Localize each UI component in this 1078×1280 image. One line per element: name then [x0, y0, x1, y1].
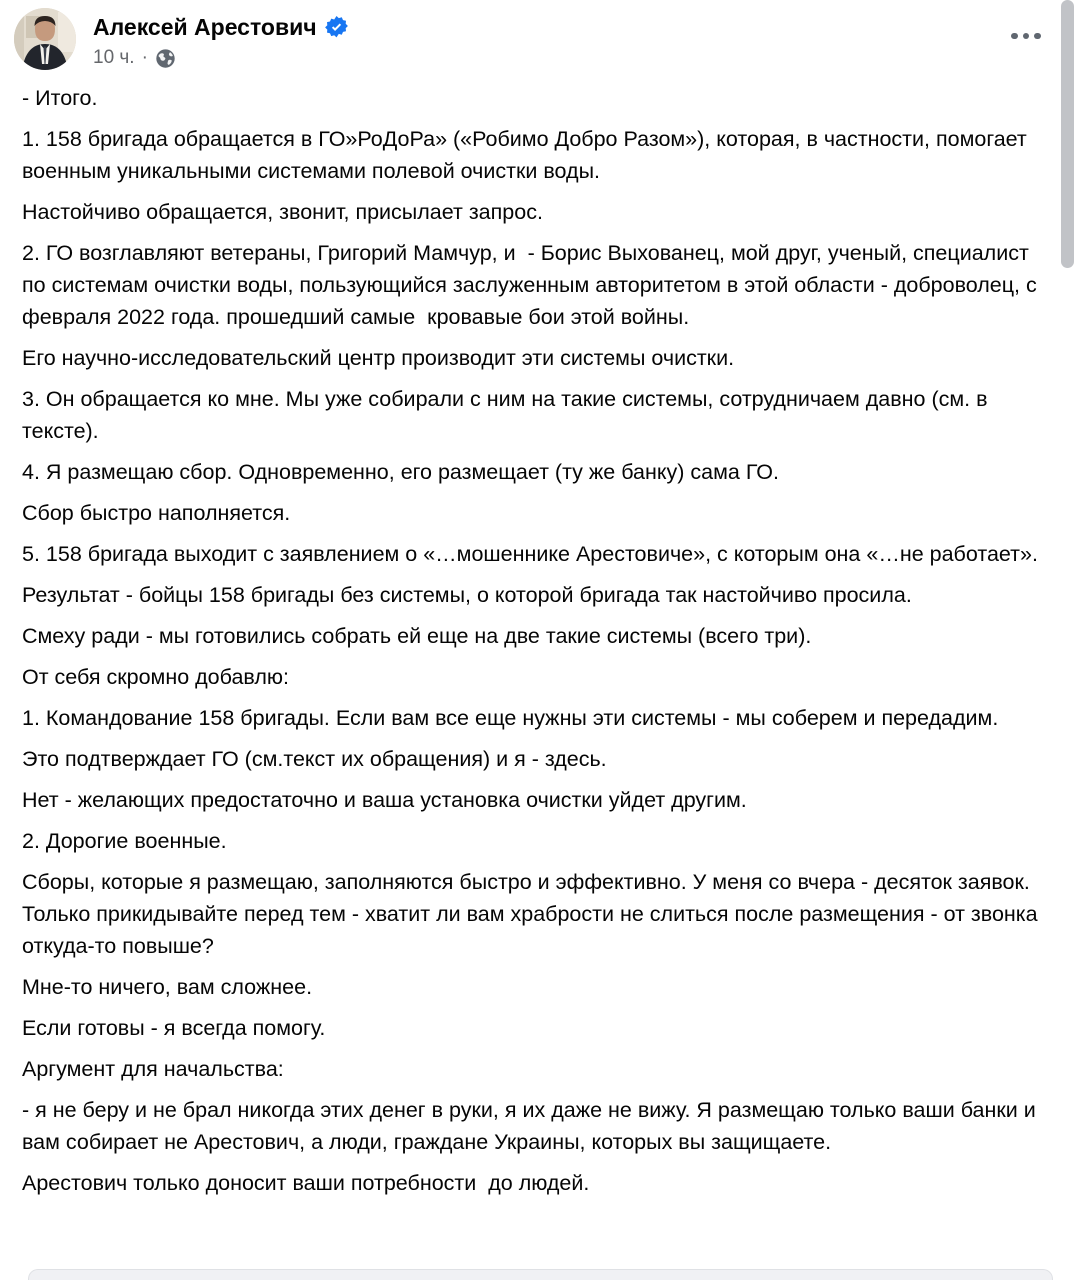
post-paragraph: Нет - желающих предостаточно и ваша установка очистки уйдет другим.	[22, 788, 747, 812]
meta-separator: ·	[141, 47, 148, 68]
avatar-image	[14, 8, 76, 70]
post-paragraph: Мне-то ничего, вам сложнее.	[22, 975, 313, 999]
name-row	[93, 14, 348, 40]
post-paragraph: Аргумент для начальства:	[22, 1057, 284, 1081]
verified-badge-icon	[325, 16, 348, 39]
post-paragraph: 1. 158 бригада обращается в ГО»РоДоРа» («Робимо Добро Разом»), которая, в частности, помогает военным уникальными системами полевой очистки воды.	[22, 127, 1033, 183]
globe-icon	[155, 48, 176, 69]
post-paragraph: 2. Дорогие военные.	[22, 829, 227, 853]
post-paragraph: Арестович только доносит ваши потребности до людей.	[22, 1171, 590, 1195]
author-name[interactable]: Алексей Арестович	[93, 14, 317, 40]
ellipsis-dot	[1034, 33, 1041, 40]
meta-row	[93, 47, 348, 69]
post-paragraph: 2. ГО возглавляют ветераны, Григорий Мамчур, и - Борис Выхованец, мой друг, ученый, специалист по системам очистки воды, пользующийся заслуженным авторитетом в этой области - доброволец, с февраля 2022 года. прошедший самые кровавые бои этой войны.	[22, 241, 1043, 329]
scrollbar-thumb[interactable]	[1061, 0, 1074, 268]
post-paragraph: 4. Я размещаю сбор. Одновременно, его размещает (ту же банку) сама ГО.	[22, 460, 779, 484]
post-paragraph: 3. Он обращается ко мне. Мы уже собирали с ним на такие системы, сотрудничаем давно (см. в тексте).	[22, 387, 994, 443]
post-header	[0, 0, 1078, 70]
post-paragraph: Сбор быстро наполняется.	[22, 501, 291, 525]
avatar[interactable]	[14, 8, 76, 70]
post-paragraph: От себя скромно добавлю:	[22, 665, 289, 689]
more-options-button[interactable]	[1004, 22, 1048, 50]
post-paragraph: Смеху ради - мы готовились собрать ей еще на две такие системы (всего три).	[22, 624, 812, 648]
post-paragraph: Его научно-исследовательский центр производит эти системы очистки.	[22, 346, 735, 370]
post-paragraph: 1. Командование 158 бригады. Если вам все еще нужны эти системы - мы соберем и передадим.	[22, 706, 999, 730]
post-paragraph: - я не беру и не брал никогда этих денег в руки, я их даже не вижу. Я размещаю только ваши банки и вам собирает не Арестович, а люди, граждане Украины, которых вы защищаете.	[22, 1098, 1042, 1154]
post-paragraph: Результат - бойцы 158 бригады без системы, о которой бригада так настойчиво просила.	[22, 583, 912, 607]
post-paragraph: - Итого.	[22, 86, 98, 110]
ellipsis-dot	[1023, 33, 1030, 40]
header-info	[93, 8, 348, 69]
timestamp[interactable]: 10 ч.	[93, 47, 135, 68]
post-paragraph: Это подтверждает ГО (см.текст их обращения) и я - здесь.	[22, 747, 607, 771]
post-paragraph: Если готовы - я всегда помогу.	[22, 1016, 326, 1040]
post-text	[0, 82, 1078, 1199]
post-paragraph: 5. 158 бригада выходит с заявлением о «…мошеннике Арестовиче», с которым она «…не работает».	[22, 542, 1038, 566]
post-paragraph: Настойчиво обращается, звонит, присылает запрос.	[22, 200, 543, 224]
post-paragraph: Сборы, которые я размещаю, заполняются быстро и эффективно. У меня со вчера - десяток заявок. Только прикидывайте перед тем - хватит ли вам храбрости не слиться после размещения - от звонка откуда-то повыше?	[22, 870, 1044, 958]
ellipsis-dot	[1011, 33, 1018, 40]
attachment-card[interactable]	[28, 1269, 1053, 1280]
